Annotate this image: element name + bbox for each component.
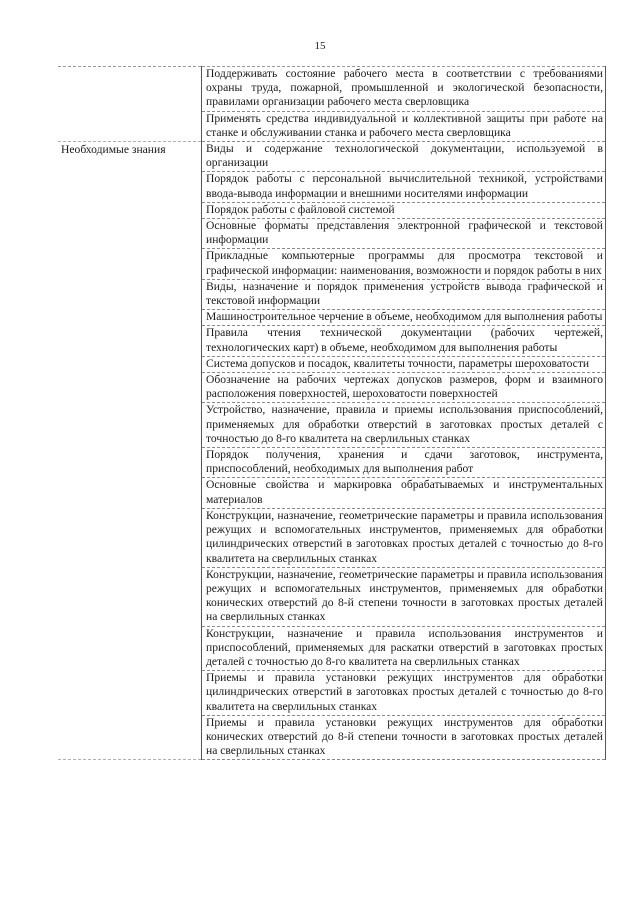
requirement-text: Основные форматы представления электронной графической и текстовой информации [202,219,606,249]
requirement-text: Прикладные компьютерные программы для просмотра текстовой и графической информации: наименования, возможности и порядок работы в них [202,249,606,279]
requirement-text: Виды, назначение и порядок применения устройств вывода графической и текстовой информации [202,279,606,309]
requirement-text: Конструкции, назначение и правила использования инструментов и приспособлений, применяемых для раскатки отверстий в заготовках простых деталей с точностью до 8-го квалитета на сверлильных станках [202,626,606,671]
requirement-text: Обозначение на рабочих чертежах допусков размеров, форм и взаимного расположения поверхностей, шероховатости поверхностей [202,373,606,403]
requirement-text: Правила чтения технической документации (рабочих чертежей, технологических карт) в объеме, необходимом для выполнения работы [202,326,606,356]
page-number: 15 [314,40,326,52]
requirement-text: Порядок работы с персональной вычислительной техникой, устройствами ввода-вывода информации и внешними носителями информации [202,172,606,202]
requirement-text: Порядок получения, хранения и сдачи заготовок, инструмента, приспособлений, необходимых для выполнения работ [202,448,606,478]
requirement-text: Порядок работы с файловой системой [202,202,606,218]
requirement-text: Приемы и правила установки режущих инструментов для обработки конических отверстий до 8-й степени точности в заготовках простых деталей на сверлильных станках [202,715,606,760]
requirement-text: Приемы и правила установки режущих инструментов для обработки цилиндрических отверстий в заготовках простых деталей с точностью до 8-го квалитета на сверлильных станках [202,671,606,716]
requirement-text: Основные свойства и маркировка обрабатываемых и инструментальных материалов [202,478,606,508]
requirement-text: Система допусков и посадок, квалитеты точности, параметры шероховатости [202,356,606,372]
requirement-text: Виды и содержание технологической документации, используемой в организации [202,142,606,172]
requirement-text: Машиностроительное черчение в объеме, необходимом для выполнения работы [202,310,606,326]
requirement-text: Применять средства индивидуальной и коллективной защиты при работе на станке и обслуживании станка и рабочего места сверловщика [202,111,606,141]
table-row [58,142,606,172]
requirement-text: Конструкции, назначение, геометрические параметры и правила использования режущих и вспомогательных инструментов, применяемых для обработки цилиндрических отверстий в заготовках простых деталей с точностью до 8-го квалитета на сверлильных станках [202,508,606,567]
requirement-text: Устройство, назначение, правила и приемы использования приспособлений, применяемых для обработки отверстий в заготовках простых деталей с точностью до 8-го квалитета на сверлильных станках [202,403,606,448]
table-body [58,67,606,760]
table-row [58,67,606,112]
label-cell-empty [58,67,202,142]
section-label: Необходимые знания [58,142,202,760]
requirement-text: Поддерживать состояние рабочего места в соответствии с требованиями охраны труда, пожарной, промышленной и экологической безопасности, правилами организации рабочего места сверловщика [202,67,606,112]
requirement-text: Конструкции, назначение, геометрические параметры и правила использования режущих и вспомогательных инструментов, применяемых для обработки конических отверстий до 8-й степени точности в заготовках простых деталей на сверлильных станках [202,567,606,626]
knowledge-table [58,66,606,760]
